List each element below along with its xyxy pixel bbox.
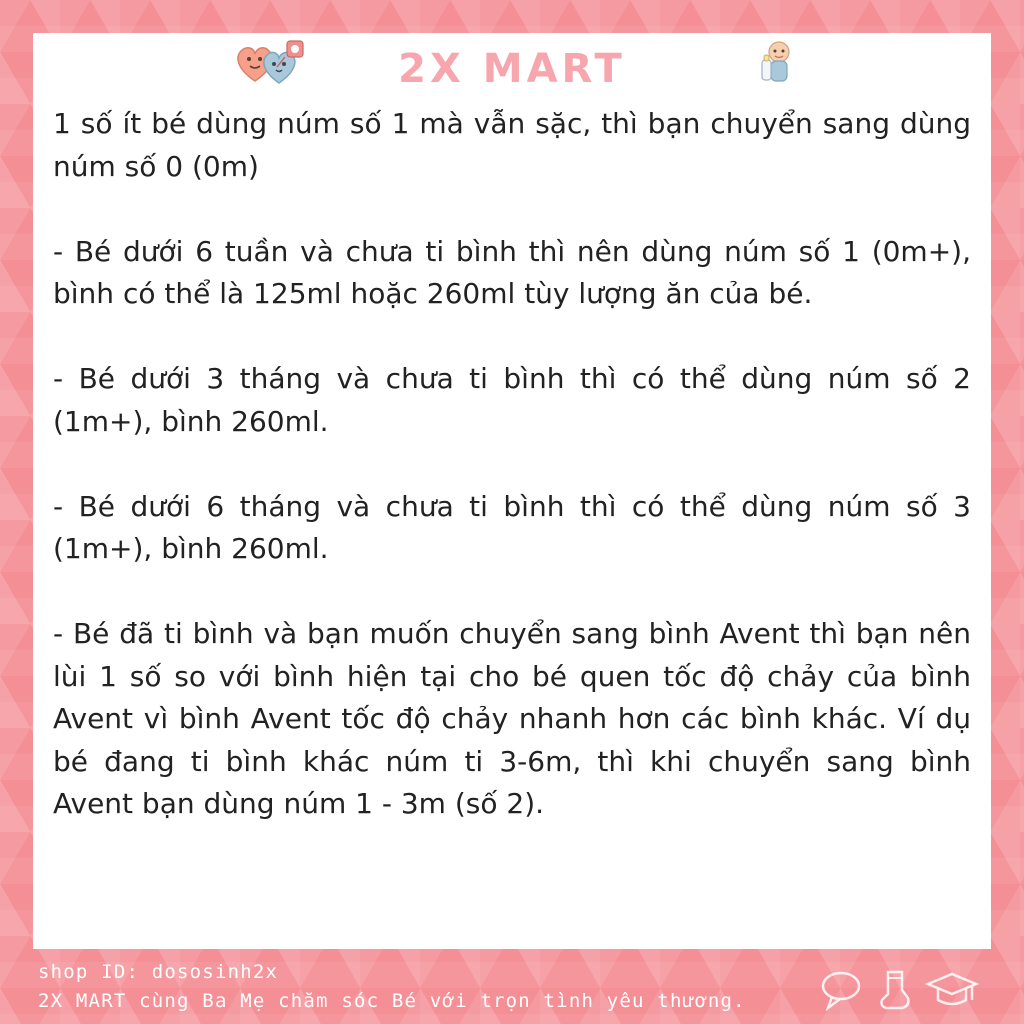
hearts-icon — [233, 37, 311, 87]
paragraph: 1 số ít bé dùng núm số 1 mà vẫn sặc, thì bạn chuyển sang dùng núm số 0 (0m) — [53, 107, 971, 183]
paragraph: - Bé dưới 3 tháng và chưa ti bình thì có thể dùng núm số 2 (1m+), bình 260ml. — [53, 362, 971, 438]
article-body — [53, 103, 971, 826]
footer — [38, 958, 818, 1016]
paragraph: - Bé đã ti bình và bạn muốn chuyển sang bình Avent thì bạn nên lùi 1 số so với bình hiện tại cho bé quen tốc độ chảy của bình Avent vì bình Avent tốc độ chảy nhanh hơn các bình khác. Ví dụ bé đang ti bình khác núm ti 3-6m, thì khi chuyển sang bình Avent bạn dùng núm 1 - 3m (số 2). — [53, 617, 971, 820]
paragraph: - Bé dưới 6 tháng và chưa ti bình thì có thể dùng núm số 3 (1m+), bình 260ml. — [53, 489, 971, 565]
baby-bottle-icon — [757, 38, 797, 88]
chat-bubble-icon — [818, 968, 864, 1012]
brand-title: 2X MART — [398, 46, 626, 92]
shop-id-text: shop ID: dososinh2x — [38, 961, 279, 983]
graduation-cap-icon — [924, 968, 980, 1012]
content-card — [33, 33, 991, 949]
paragraph: - Bé dưới 6 tuần và chưa ti bình thì nên dùng núm số 1 (0m+), bình có thể là 125ml hoặc 260ml tùy lượng ăn của bé. — [53, 234, 971, 310]
sock-icon — [872, 968, 916, 1012]
slogan-text: 2X MART cùng Ba Mẹ chăm sóc Bé với trọn tình yêu thương. — [38, 990, 746, 1012]
